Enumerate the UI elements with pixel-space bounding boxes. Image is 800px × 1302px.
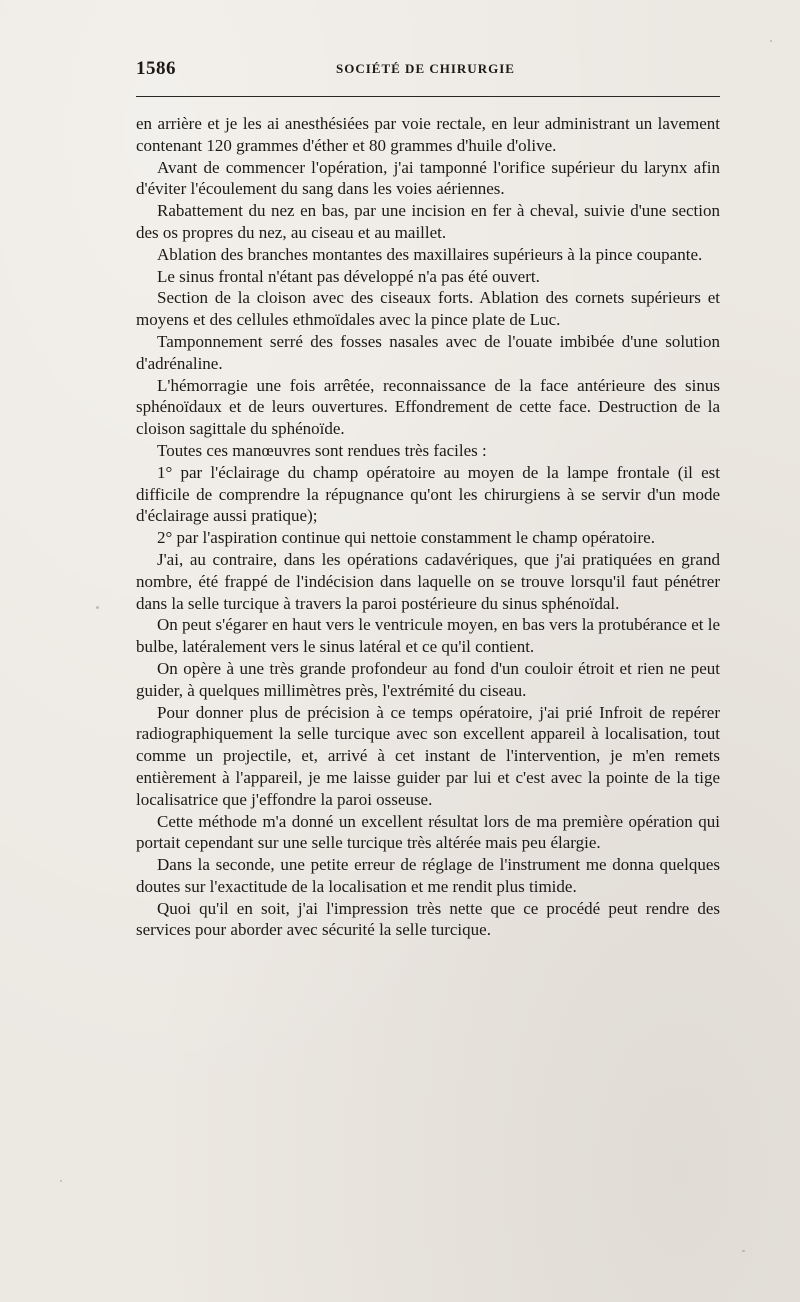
paragraph: Dans la seconde, une petite erreur de réglage de l'instrument me donna quelques doutes sur l'exactitude de la localisation et me rendit plus timide.	[136, 855, 720, 896]
paragraph: Le sinus frontal n'étant pas développé n'a pas été ouvert.	[157, 266, 540, 286]
paragraph: 1° par l'éclairage du champ opératoire au moyen de la lampe frontale (il est difficile de comprendre la répugnance qu'ont les chirurgiens à se servir d'un mode d'éclairage aussi pratique);	[136, 462, 720, 526]
paper-speck	[96, 606, 99, 609]
paragraph: Avant de commencer l'opération, j'ai tamponné l'orifice supérieur du larynx afin d'éviter l'écoulement du sang dans les voies aériennes.	[136, 157, 720, 199]
paragraph: Pour donner plus de précision à ce temps opératoire, j'ai prié Infroit de repérer radiographiquement la selle turcique avec son excellent appareil à localisation, tout comme un projectile, et, arrivé à cet instant de l'intervention, je m'en remets entièrement à l'appareil, je me laisse guider par lui et c'est avec la pointe de la tige localisatrice que j'effondre la paroi osseuse.	[136, 702, 720, 809]
paragraph: On peut s'égarer en haut vers le ventricule moyen, en bas vers la protubérance et le bulbe, latéralement vers le sinus latéral et ce qu'il contient.	[136, 615, 720, 657]
paragraph: Section de la cloison avec des ciseaux forts. Ablation des cornets supérieurs et moyens et des cellules ethmoïdales avec la pince plate de Luc.	[136, 288, 720, 330]
paragraph: L'hémorragie une fois arrêtée, reconnaissance de la face antérieure des sinus sphénoïdaux et de leurs ouvertures. Effondrement de cette face. Destruction de la cloison sagittale du sphénoïde.	[136, 375, 720, 439]
paragraph: Rabattement du nez en bas, par une incision en fer à cheval, suivie d'une section des os propres du nez, au ciseau et au maillet.	[136, 201, 720, 242]
paragraph: Tamponnement serré des fosses nasales avec de l'ouate imbibée d'une solution d'adrénaline.	[136, 331, 720, 373]
paragraph: Toutes ces manœuvres sont rendues très faciles :	[157, 440, 487, 460]
page-number: 1586	[136, 58, 176, 79]
paper-speck	[742, 1250, 745, 1252]
paragraph: Cette méthode m'a donné un excellent résultat lors de ma première opération qui portait cependant sur une selle turcique très altérée mais peu élargie.	[136, 811, 720, 853]
body-text	[136, 113, 720, 941]
page-header	[136, 58, 720, 82]
paragraph: 2° par l'aspiration continue qui nettoie constamment le champ opératoire.	[157, 528, 655, 548]
paragraph: en arrière et je les ai anesthésiées par voie rectale, en leur administrant un lavement contenant 120 grammes d'éther et 80 grammes d'huile d'olive.	[136, 114, 720, 155]
paragraph: Quoi qu'il en soit, j'ai l'impression très nette que ce procédé peut rendre des services pour aborder avec sécurité la selle turcique.	[136, 898, 720, 940]
paper-speck	[770, 40, 772, 42]
header-rule	[136, 96, 720, 97]
running-head: SOCIÉTÉ DE CHIRURGIE	[336, 61, 515, 76]
paragraph: Ablation des branches montantes des maxillaires supérieurs à la pince coupante.	[157, 244, 703, 264]
paragraph: On opère à une très grande profondeur au fond d'un couloir étroit et rien ne peut guider, à quelques millimètres près, l'extrémité du ciseau.	[136, 658, 720, 700]
paragraph: J'ai, au contraire, dans les opérations cadavériques, que j'ai pratiquées en grand nombre, été frappé de l'indécision dans laquelle on se trouve lorsqu'il faut pénétrer dans la selle turcique à travers la paroi postérieure du sinus sphénoïdal.	[136, 549, 720, 613]
paper-speck	[60, 1180, 62, 1182]
